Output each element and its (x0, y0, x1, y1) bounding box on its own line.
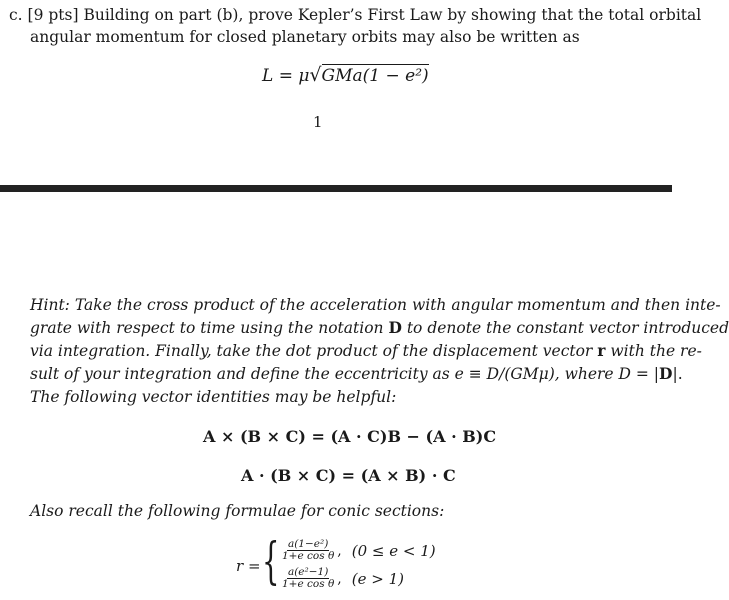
vector-r: r (597, 341, 606, 360)
angular-momentum-equation (262, 64, 429, 86)
hint-line-4-text-a: sult of your integration and define the eccentricity as e ≡ D/(GMμ), where D = | (30, 365, 660, 383)
hint-line-2 (30, 317, 729, 340)
case-1-denominator: 1+e cos θ (282, 550, 335, 562)
vector-identity-2: A · (B × C) = (A × B) · C (241, 466, 456, 485)
radicand: GMa(1 − e²) (321, 66, 429, 86)
hint-line-5: The following vector identities may be helpful: (30, 388, 397, 406)
part-c-line-1 (9, 4, 701, 26)
square-root (309, 64, 428, 86)
left-brace-icon: { (262, 532, 280, 590)
equation-equals: = (273, 66, 299, 86)
part-c-line-2: angular momentum for closed planetary orbits may also be written as (30, 28, 580, 46)
conic-equation-lhs (236, 557, 261, 575)
vector-d-magnitude: D (659, 364, 673, 383)
conic-case-1: $\frac{\text{a(1−e²)}}{\text{1+e cos θ}}$ , (0 ≤ e < 1) (282, 538, 436, 562)
conic-lhs-text: r = (236, 557, 261, 575)
case-2-fraction (281, 567, 335, 590)
radical-sign-icon: √ (309, 64, 322, 86)
case-2-numerator: a(e²−1) (287, 566, 329, 578)
hint-line-2-text-b: to denote the constant vector introduced (401, 319, 729, 337)
conic-intro: Also recall the following formulae for conic sections: (30, 502, 445, 520)
hint-line-4 (30, 363, 683, 386)
equation-lhs: L (262, 66, 274, 86)
case-1-fraction (281, 539, 335, 562)
part-c-text-1: Building on part (b), prove Kepler’s First Law by showing that the total orbital (78, 6, 702, 24)
part-label: c. (9, 6, 28, 24)
page-divider (0, 185, 672, 192)
hint-line-3-text-b: with the re- (605, 342, 702, 360)
equation-mu: μ (298, 66, 310, 86)
points-label: [9 pts] (27, 6, 79, 24)
case-1-condition: (0 ≤ e < 1) (351, 541, 436, 560)
vector-d: D (388, 318, 402, 337)
hint-line-1: Hint: Take the cross product of the acceleration with angular momentum and then inte- (30, 296, 721, 314)
page-number: 1 (313, 113, 323, 131)
case-1-numerator: a(1−e²) (287, 538, 329, 550)
hint-line-4-text-b: |. (672, 365, 683, 383)
hint-line-2-text-a: grate with respect to time using the notation (30, 319, 389, 337)
vector-identity-1: A × (B × C) = (A · C)B − (A · B)C (203, 427, 497, 446)
conic-case-2: $\frac{\text{a(e²−1)}}{\text{1+e cos θ}}$ , (e > 1) (282, 566, 404, 590)
hint-line-3-text-a: via integration. Finally, take the dot product of the displacement vector (30, 342, 598, 360)
case-2-denominator: 1+e cos θ (282, 578, 335, 590)
case-2-condition: (e > 1) (351, 569, 404, 588)
hint-line-3 (30, 340, 702, 363)
